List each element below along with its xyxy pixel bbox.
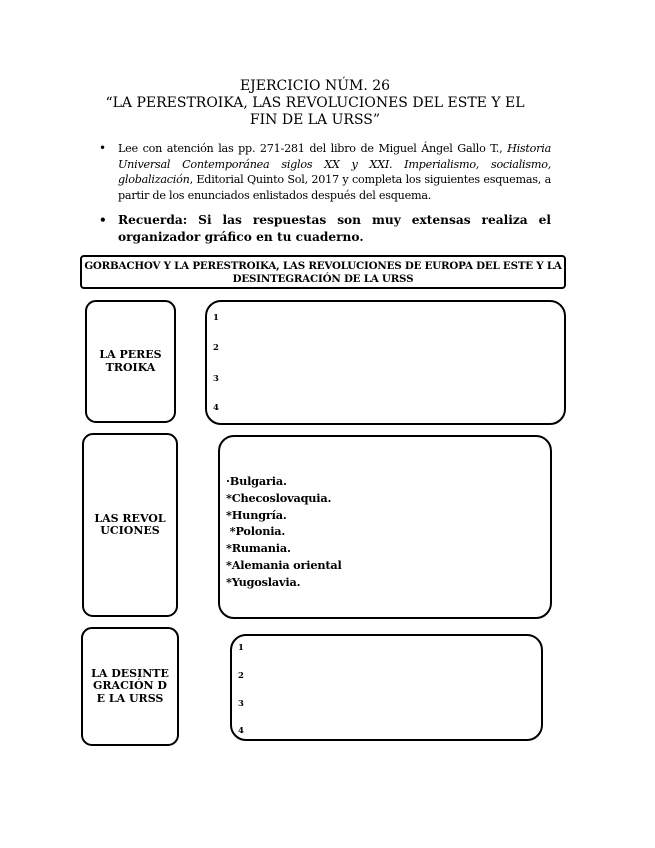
answer-number: 1 — [213, 313, 219, 323]
revoluciones-content-box — [218, 435, 552, 619]
list-item: *Polonia. — [226, 524, 286, 539]
list-item: *Rumania. — [226, 541, 291, 556]
answer-number: 4 — [213, 403, 219, 413]
revoluciones-label: LAS REVOLUCIONES — [94, 511, 166, 537]
answer-number: 4 — [238, 726, 244, 736]
answer-number: 2 — [213, 343, 219, 353]
reminder-paragraph — [99, 212, 551, 246]
exercise-title-line-2: FIN DE LA URSS” — [249, 112, 381, 128]
perestroika-label-box — [85, 300, 176, 423]
perestroika-answer-box[interactable] — [205, 300, 566, 425]
exercise-number-title: EJERCICIO NÚM. 26 — [239, 78, 391, 94]
bullet-icon: • — [99, 213, 107, 227]
revoluciones-list — [226, 473, 342, 591]
list-item: *Checoslovaquia. — [226, 490, 332, 505]
desintegracion-label: LA DESINTEGRACIÓN DE LA URSS — [91, 666, 169, 705]
instructions-text-end: , Editorial Quinto Sol, 2017 y completa los siguientes esquemas, a partir de los enunciados enlistados después del esquema. — [118, 173, 551, 202]
instructions-paragraph — [99, 141, 551, 203]
list-item: *Yugoslavia. — [226, 574, 301, 589]
answer-number: 3 — [238, 699, 244, 709]
answer-number: 3 — [213, 374, 219, 384]
list-item: *Hungría. — [226, 507, 287, 522]
answer-number: 1 — [238, 643, 244, 653]
revoluciones-label-box — [82, 433, 178, 617]
perestroika-label: LA PERESTROIKA — [99, 348, 162, 374]
desintegracion-label-box — [81, 627, 179, 746]
desintegracion-answer-box[interactable] — [230, 634, 543, 741]
diagram-title: GORBACHOV Y LA PERESTROIKA, LAS REVOLUCIONES DE EUROPA DEL ESTE Y LA DESINTEGRACIÓN DE LA URSS — [84, 260, 562, 285]
list-item: ·Bulgaria. — [226, 474, 287, 488]
instructions-text-start: Lee con atención las pp. 271-281 del libro de Miguel Ángel Gallo T., — [118, 142, 508, 155]
reminder-text: Recuerda: Si las respuestas son muy extensas realiza el organizador gráfico en tu cuaderno. — [118, 213, 551, 244]
list-item: *Alemania oriental — [226, 557, 342, 572]
diagram-title-box — [80, 255, 566, 289]
book-title: Historia Universal Contemporánea siglos XX y XXI. Imperialismo, socialismo, globalización — [118, 142, 551, 187]
exercise-title-line-1: “LA PERESTROIKA, LAS REVOLUCIONES DEL ESTE Y EL — [105, 95, 525, 111]
answer-number: 2 — [238, 671, 244, 681]
bullet-icon: • — [99, 141, 106, 155]
